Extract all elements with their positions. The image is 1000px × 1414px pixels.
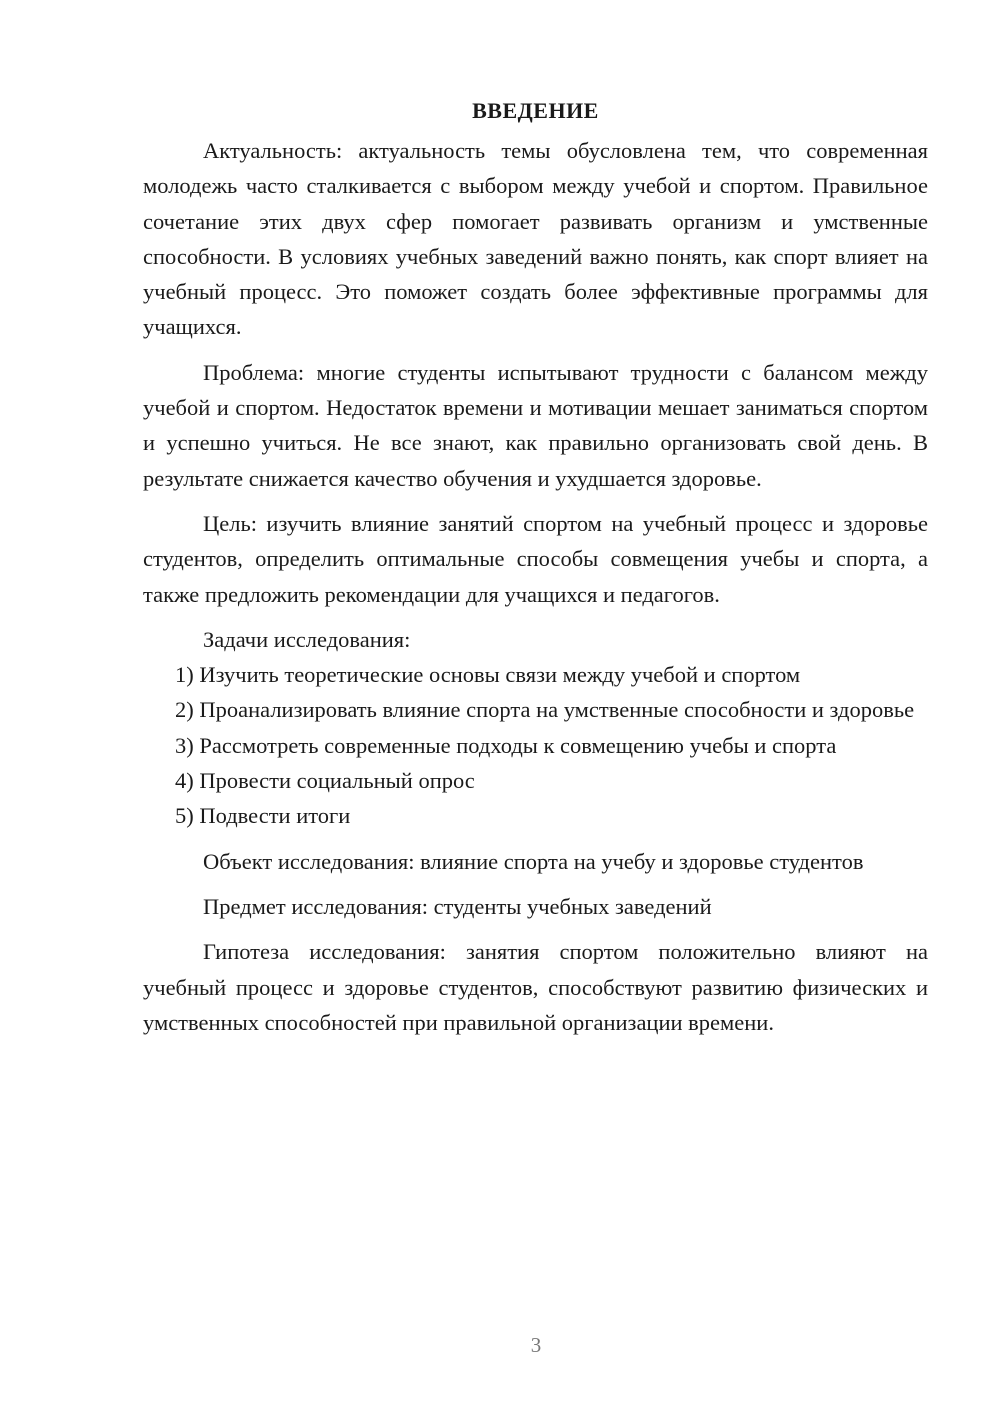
paragraph-problem: Проблема: многие студенты испытывают трудности с балансом между учебой и спортом. Недостаток времени и мотивации мешает заниматься спортом и успешно учиться. Не все знают, как правильно организовать свой день. В результате снижается качество обучения и ухудшается здоровье. [143,359,928,491]
paragraph-hypothesis: Гипотеза исследования: занятия спортом положительно влияют на учебный процесс и здоровье студентов, способствуют развитию физических и умственных способностей при правильной организации времени. [143,939,928,1035]
document-page [143,95,928,1040]
paragraph-goal: Цель: изучить влияние занятий спортом на учебный процесс и здоровье студентов, определить оптимальные способы совмещения учебы и спорта, а также предложить рекомендации для учащихся и педагогов. [143,510,928,607]
paragraph-object: Объект исследования: влияние спорта на учебу и здоровье студентов [203,848,864,874]
list-item: 2) Проанализировать влияние спорта на умственные способности и здоровье [175,697,915,723]
list-item: 1) Изучить теоретические основы связи между учебой и спортом [175,662,801,688]
paragraph-subject: Предмет исследования: студенты учебных заведений [203,893,712,919]
list-item: 5) Подвести итоги [175,803,351,829]
tasks-list [143,657,928,833]
list-item: 4) Провести социальный опрос [175,768,475,794]
paragraph-relevance: Актуальность: актуальность темы обусловлена тем, что современная молодежь часто сталкивается с выбором между учебой и спортом. Правильное сочетание этих двух сфер помогает развивать организм и умственные способности. В условиях учебных заведений важно понять, как спорт влияет на учебный процесс. Это поможет создать более эффективные программы для учащихся. [143,138,928,340]
list-item: 3) Рассмотреть современные подходы к совмещению учебы и спорта [175,732,837,758]
page-number: 3 [530,1333,542,1357]
tasks-heading: Задачи исследования: [203,626,411,652]
page-title: ВВЕДЕНИЕ [472,98,599,123]
